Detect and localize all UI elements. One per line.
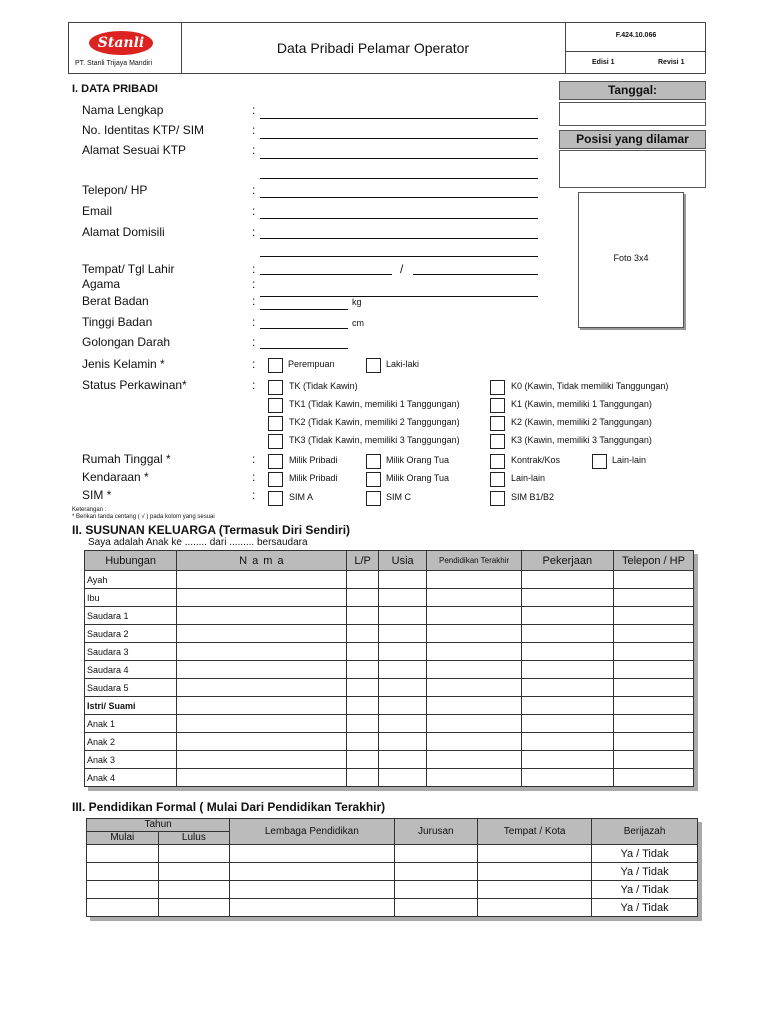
domisili-input-line[interactable] — [260, 238, 538, 239]
label-ktp: No. Identitas KTP/ SIM — [82, 123, 205, 137]
cell[interactable] — [427, 625, 521, 643]
table-row — [85, 715, 694, 733]
cell[interactable] — [347, 571, 378, 589]
alamat-ktp-input-line-2[interactable] — [260, 178, 538, 179]
cell[interactable] — [613, 679, 693, 697]
checkbox-rumah-lain[interactable] — [592, 454, 607, 469]
col-pekerjaan: Pekerjaan — [521, 551, 613, 571]
opt-sim-c: SIM C — [386, 492, 412, 502]
row-label: Anak 1 — [85, 715, 177, 733]
cell[interactable] — [521, 661, 613, 679]
cell[interactable] — [87, 899, 159, 917]
opt-kendaraan-pribadi: Milik Pribadi — [289, 473, 338, 483]
doc-code: F.424.10.066 — [615, 32, 657, 39]
table-row — [85, 769, 694, 787]
label-domisili: Alamat Domisili — [82, 225, 165, 239]
opt-sim-a: SIM A — [289, 492, 314, 502]
cell[interactable] — [87, 863, 159, 881]
checkbox-rumah-orang-tua[interactable] — [366, 454, 381, 469]
cell[interactable] — [478, 863, 592, 881]
colon: : — [252, 470, 256, 484]
row-label: Istri/ Suami — [85, 697, 177, 715]
cell[interactable] — [378, 733, 427, 751]
cell[interactable] — [521, 751, 613, 769]
nama-input-line[interactable] — [260, 118, 538, 119]
opt-kendaraan-lain: Lain-lain — [511, 473, 546, 483]
opt-tk2: TK2 (Tidak Kawin, memiliki 2 Tanggungan) — [289, 417, 460, 427]
label-rumah: Rumah Tinggal * — [82, 452, 171, 466]
label-ttl: Tempat/ Tgl Lahir — [82, 262, 175, 276]
cell[interactable] — [177, 769, 347, 787]
col-hubungan: Hubungan — [85, 551, 177, 571]
revisi-label: Revisi 1 — [658, 59, 685, 66]
cell[interactable] — [521, 733, 613, 751]
col-usia: Usia — [378, 551, 427, 571]
label-alamat-ktp: Alamat Sesuai KTP — [82, 143, 187, 157]
checkbox-k3[interactable] — [490, 434, 505, 449]
cell[interactable] — [378, 751, 427, 769]
cell[interactable] — [177, 589, 347, 607]
row-label: Saudara 3 — [85, 643, 177, 661]
label-tinggi: Tinggi Badan — [82, 315, 153, 329]
checkbox-perempuan[interactable] — [268, 358, 283, 373]
cell[interactable] — [427, 643, 521, 661]
keterangan-note: * Berikan tanda centang ( √ ) pada kolom yang sesuai — [72, 514, 215, 520]
email-input-line[interactable] — [260, 218, 538, 219]
cell[interactable] — [378, 679, 427, 697]
cell[interactable] — [394, 881, 478, 899]
col-mulai: Mulai — [87, 832, 159, 845]
colon: : — [252, 488, 256, 502]
cell[interactable] — [521, 607, 613, 625]
checkbox-k0[interactable] — [490, 380, 505, 395]
cell[interactable] — [613, 571, 693, 589]
opt-tk3: TK3 (Tidak Kawin, memiliki 3 Tanggungan) — [289, 435, 460, 445]
section-3-title: III. Pendidikan Formal ( Mulai Dari Pendidikan Terakhir) — [72, 800, 386, 814]
cell[interactable] — [347, 697, 378, 715]
row-label: Saudara 5 — [85, 679, 177, 697]
tinggi-input-line[interactable] — [260, 328, 348, 329]
cell[interactable] — [478, 845, 592, 863]
cell[interactable] — [427, 607, 521, 625]
colon: : — [252, 452, 256, 466]
checkbox-tk[interactable] — [268, 380, 283, 395]
alamat-ktp-input-line[interactable] — [260, 158, 538, 159]
posisi-label: Posisi yang dilamar — [559, 130, 706, 149]
label-sim: SIM * — [82, 488, 112, 502]
colon: : — [252, 225, 256, 239]
label-kendaraan: Kendaraan * — [82, 470, 149, 484]
table-row — [87, 881, 698, 899]
domisili-input-line-2[interactable] — [260, 256, 538, 257]
cell[interactable] — [347, 733, 378, 751]
row-label: Ayah — [85, 571, 177, 589]
label-agama: Agama — [82, 277, 121, 291]
cell[interactable] — [378, 571, 427, 589]
section-1-title: I. DATA PRIBADI — [72, 83, 158, 95]
foto-label: Foto 3x4 — [613, 253, 649, 263]
cell[interactable] — [177, 715, 347, 733]
row-label: Saudara 2 — [85, 625, 177, 643]
cell[interactable] — [521, 769, 613, 787]
label-nama: Nama Lengkap — [82, 103, 164, 117]
table-row — [85, 697, 694, 715]
cell[interactable] — [613, 661, 693, 679]
col-tempat: Tempat / Kota — [478, 819, 592, 845]
label-email: Email — [82, 204, 113, 218]
cell[interactable] — [177, 571, 347, 589]
cell[interactable] — [347, 751, 378, 769]
cell[interactable] — [613, 625, 693, 643]
cell[interactable] — [87, 845, 159, 863]
cell[interactable] — [427, 769, 521, 787]
cell[interactable] — [158, 863, 230, 881]
cell[interactable] — [613, 697, 693, 715]
cell[interactable] — [613, 751, 693, 769]
table-row — [85, 607, 694, 625]
family-table-header — [85, 551, 694, 571]
colon: : — [252, 335, 256, 349]
education-table — [86, 818, 698, 917]
berijazah-option[interactable]: Ya / Tidak — [592, 863, 698, 881]
cell[interactable] — [613, 589, 693, 607]
cell[interactable] — [478, 899, 592, 917]
cell[interactable] — [158, 845, 230, 863]
colon: : — [252, 378, 256, 392]
ktp-input-line[interactable] — [260, 138, 538, 139]
table-row — [87, 845, 698, 863]
opt-sim-b: SIM B1/B2 — [511, 492, 555, 502]
row-label: Saudara 1 — [85, 607, 177, 625]
opt-rumah-pribadi: Milik Pribadi — [289, 455, 338, 465]
cell[interactable] — [230, 863, 394, 881]
form-title: Data Pribadi Pelamar Operator — [276, 40, 470, 56]
cell[interactable] — [378, 697, 427, 715]
doc-code-box — [565, 23, 706, 73]
colon: : — [252, 143, 256, 157]
opt-tk1: TK1 (Tidak Kawin, memiliki 1 Tanggungan) — [289, 399, 460, 409]
label-kelamin: Jenis Kelamin * — [82, 357, 165, 371]
unit-cm: cm — [352, 318, 364, 328]
opt-laki-laki: Laki-laki — [386, 359, 420, 369]
cell[interactable] — [427, 751, 521, 769]
keterangan-label: Keterangan : — [72, 507, 107, 513]
cell[interactable] — [521, 643, 613, 661]
cell[interactable] — [378, 607, 427, 625]
table-row — [87, 863, 698, 881]
agama-input-line[interactable] — [260, 296, 538, 297]
checkbox-kendaraan-orang-tua[interactable] — [366, 472, 381, 487]
col-berijazah: Berijazah — [592, 819, 698, 845]
table-row — [85, 571, 694, 589]
opt-perempuan: Perempuan — [288, 359, 335, 369]
berijazah-option[interactable]: Ya / Tidak — [592, 845, 698, 863]
cell[interactable] — [521, 715, 613, 733]
cell[interactable] — [394, 899, 478, 917]
edisi-label: Edisi 1 — [592, 59, 615, 66]
checkbox-tk1[interactable] — [268, 398, 283, 413]
posisi-field[interactable] — [559, 150, 706, 188]
checkbox-tk3[interactable] — [268, 434, 283, 449]
checkbox-sim-a[interactable] — [268, 491, 283, 506]
company-logo: Stanli — [89, 31, 153, 55]
col-lulus: Lulus — [158, 832, 230, 845]
cell[interactable] — [613, 715, 693, 733]
table-row — [85, 751, 694, 769]
col-pendidikan: Pendidikan Terakhir — [427, 551, 521, 571]
row-label: Anak 4 — [85, 769, 177, 787]
table-row — [85, 679, 694, 697]
cell[interactable] — [378, 715, 427, 733]
opt-kendaraan-orang-tua: Milik Orang Tua — [386, 473, 450, 483]
checkbox-kendaraan-lain[interactable] — [490, 472, 505, 487]
company-name: PT. Stanli Trijaya Mandiri — [75, 60, 153, 67]
cell[interactable] — [427, 697, 521, 715]
cell[interactable] — [378, 769, 427, 787]
tempat-lahir-input-line[interactable] — [260, 274, 392, 275]
row-label: Saudara 4 — [85, 661, 177, 679]
col-telepon: Telepon / HP — [613, 551, 693, 571]
berijazah-option[interactable]: Ya / Tidak — [592, 881, 698, 899]
cell[interactable] — [347, 625, 378, 643]
education-table-header — [87, 819, 698, 832]
cell[interactable] — [347, 607, 378, 625]
cell[interactable] — [177, 679, 347, 697]
label-status: Status Perkawinan* — [82, 378, 187, 392]
col-lp: L/P — [347, 551, 378, 571]
cell[interactable] — [158, 899, 230, 917]
cell[interactable] — [347, 679, 378, 697]
table-row — [85, 625, 694, 643]
opt-tk: TK (Tidak Kawin) — [289, 381, 358, 391]
table-row — [85, 733, 694, 751]
cell[interactable] — [427, 715, 521, 733]
checkbox-k1[interactable] — [490, 398, 505, 413]
colon: : — [252, 103, 256, 117]
cell[interactable] — [394, 863, 478, 881]
opt-rumah-kontrak: Kontrak/Kos — [511, 455, 561, 465]
cell[interactable] — [394, 845, 478, 863]
cell[interactable] — [521, 679, 613, 697]
colon: : — [252, 183, 256, 197]
form-header — [68, 22, 706, 74]
cell[interactable] — [427, 679, 521, 697]
row-label: Anak 3 — [85, 751, 177, 769]
photo-box[interactable] — [578, 192, 684, 328]
colon: : — [252, 294, 256, 308]
colon: : — [252, 357, 256, 371]
cell[interactable] — [613, 607, 693, 625]
opt-k2: K2 (Kawin, memiliki 2 Tanggungan) — [511, 417, 652, 427]
cell[interactable] — [177, 697, 347, 715]
anak-ke-text: Saya adalah Anak ke ........ dari ......... bersaudara — [88, 537, 308, 548]
opt-k3: K3 (Kawin, memiliki 3 Tanggungan) — [511, 435, 652, 445]
tanggal-field[interactable] — [559, 102, 706, 126]
cell[interactable] — [427, 733, 521, 751]
checkbox-sim-c[interactable] — [366, 491, 381, 506]
cell[interactable] — [378, 625, 427, 643]
cell[interactable] — [158, 881, 230, 899]
cell[interactable] — [613, 733, 693, 751]
row-label: Ibu — [85, 589, 177, 607]
cell[interactable] — [177, 625, 347, 643]
cell[interactable] — [230, 881, 394, 899]
checkbox-sim-b[interactable] — [490, 491, 505, 506]
opt-rumah-orang-tua: Milik Orang Tua — [386, 455, 450, 465]
berijazah-option[interactable]: Ya / Tidak — [592, 899, 698, 917]
cell[interactable] — [177, 751, 347, 769]
cell[interactable] — [347, 589, 378, 607]
cell[interactable] — [521, 697, 613, 715]
table-row — [87, 899, 698, 917]
row-label: Anak 2 — [85, 733, 177, 751]
cell[interactable] — [230, 845, 394, 863]
table-row — [85, 589, 694, 607]
checkbox-laki-laki[interactable] — [366, 358, 381, 373]
cell[interactable] — [613, 643, 693, 661]
cell[interactable] — [427, 571, 521, 589]
colon: : — [252, 123, 256, 137]
colon: : — [252, 277, 256, 291]
cell[interactable] — [347, 769, 378, 787]
family-table — [84, 550, 694, 787]
opt-k1: K1 (Kawin, memiliki 1 Tanggungan) — [511, 399, 652, 409]
label-telepon: Telepon/ HP — [82, 183, 148, 197]
logo-box — [69, 23, 182, 73]
checkbox-rumah-pribadi[interactable] — [268, 454, 283, 469]
col-jurusan: Jurusan — [394, 819, 478, 845]
cell[interactable] — [613, 769, 693, 787]
tgl-lahir-input-line[interactable] — [413, 274, 538, 275]
cell[interactable] — [177, 607, 347, 625]
checkbox-tk2[interactable] — [268, 416, 283, 431]
colon: : — [252, 204, 256, 218]
cell[interactable] — [347, 643, 378, 661]
ttl-slash: / — [400, 262, 404, 276]
colon: : — [252, 262, 256, 276]
table-row — [85, 643, 694, 661]
section-2-title: II. SUSUNAN KELUARGA (Termasuk Diri Sendiri) — [72, 523, 351, 537]
col-nama: N a m a — [177, 551, 347, 571]
unit-kg: kg — [352, 297, 362, 307]
checkbox-kendaraan-pribadi[interactable] — [268, 472, 283, 487]
label-berat: Berat Badan — [82, 294, 149, 308]
cell[interactable] — [177, 643, 347, 661]
cell[interactable] — [347, 661, 378, 679]
cell[interactable] — [521, 589, 613, 607]
cell[interactable] — [177, 661, 347, 679]
label-darah: Golongan Darah — [82, 335, 171, 349]
table-row — [85, 661, 694, 679]
opt-rumah-lain: Lain-lain — [612, 455, 647, 465]
cell[interactable] — [478, 881, 592, 899]
cell[interactable] — [378, 661, 427, 679]
cell[interactable] — [427, 589, 521, 607]
telepon-input-line[interactable] — [260, 197, 538, 198]
col-lembaga: Lembaga Pendidikan — [230, 819, 394, 845]
col-tahun: Tahun — [87, 819, 230, 832]
tanggal-label: Tanggal: — [559, 81, 706, 100]
cell[interactable] — [427, 661, 521, 679]
checkbox-rumah-kontrak[interactable] — [490, 454, 505, 469]
opt-k0: K0 (Kawin, Tidak memiliki Tanggungan) — [511, 381, 669, 391]
checkbox-k2[interactable] — [490, 416, 505, 431]
berat-input-line[interactable] — [260, 309, 348, 310]
cell[interactable] — [521, 625, 613, 643]
cell[interactable] — [177, 733, 347, 751]
cell[interactable] — [347, 715, 378, 733]
colon: : — [252, 315, 256, 329]
cell[interactable] — [87, 881, 159, 899]
cell[interactable] — [378, 589, 427, 607]
darah-input-line[interactable] — [260, 348, 348, 349]
cell[interactable] — [230, 899, 394, 917]
cell[interactable] — [378, 643, 427, 661]
cell[interactable] — [521, 571, 613, 589]
